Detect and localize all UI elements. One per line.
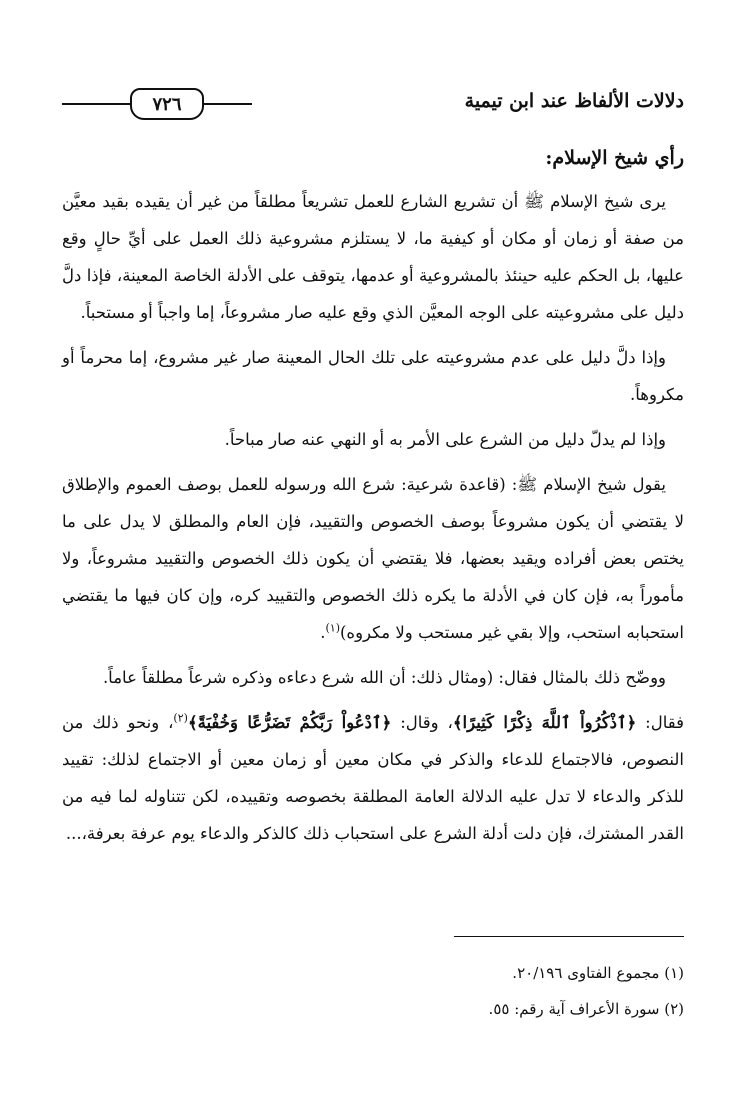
footnote-ref-2: (٢) (173, 711, 188, 725)
page-number: ٧٢٦ (130, 88, 204, 120)
paragraph-2: وإذا دلَّ دليل على عدم مشروعيته على تلك الحال المعينة صار غير مشروع، إما محرماً أو مكروهاً. (62, 348, 684, 404)
footnote-separator (454, 936, 684, 937)
paragraph-4-end: . (320, 623, 326, 642)
quran-verse-1: ﴿ٱذْكُرُواْ ٱللَّهَ ذِكْرًا كَثِيرًا﴾ (452, 713, 637, 732)
footnotes (62, 955, 684, 1027)
paragraph-5: ووضّح ذلك بالمثال فقال: (ومثال ذلك: أن الله شرع دعاءه وذكره شرعاً مطلقاً عاماً. (102, 668, 666, 687)
page-body (62, 140, 684, 860)
paragraph-3: وإذا لم يدلّ دليل من الشرع على الأمر به أو النهي عنه صار مباحاً. (224, 430, 666, 449)
footnote-1: (١) مجموع الفتاوى ٢٠/١٩٦. (512, 964, 684, 982)
paragraph-1: يرى شيخ الإسلام ﷺ أن تشريع الشارع للعمل تشريعاً مطلقاً من غير أن يقيده بقيد معيَّن من صفة أو زمان أو مكان أو كيفية ما، لا يستلزم مشروعية ذلك العمل على أيِّ حالٍ وقع عليها، بل الحكم عليه حينئذ بالمشروعية أو عدمها، يتوقف على الأدلة الخاصة المعينة، فإذا دلَّ دليل على مشروعيته على الوجه المعيَّن الذي وقع عليه صار مشروعاً، إما واجباً أو مستحباً. (62, 192, 684, 322)
header-rule-mid (214, 103, 252, 105)
paragraph-4-text: يقول شيخ الإسلام ﷺ: (قاعدة شرعية: شرع الله ورسوله للعمل بوصف العموم والإطلاق لا يقتضي أن يكون مشروعاً بوصف الخصوص والتقييد، فإن العام والمطلق لا يدل على ما يختص بعض أفراده ويقيد بعضها، فلا يقتضي أن يكون ذلك الخصوص والتقييد مشروعاً، ولا مأموراً به، فإن كان في الأدلة ما يكره ذلك الخصوص والتقييد كره، وإن كان فيها ما يقتضي استحبابه استحب، وإلا بقي غير مستحب ولا مكروه) (62, 475, 684, 642)
header-rule-left (62, 103, 120, 105)
paragraph-6-rest: ، ونحو ذلك من النصوص، فالاجتماع للدعاء والذكر في مكان معين أو زمان معين أو الاجتماع لذلك: تقييد للذكر والدعاء لا تدل عليه الدلالة العامة المطلقة بخصوصه وتقييده، لكن تتناوله لما فيه من القدر المشترك، فإن دلت أدلة الشرع على استحباب ذلك كالذكر والدعاء يوم عرفة بعرفة،... (62, 713, 684, 843)
paragraph-6 (62, 704, 684, 852)
book-title: دلالات الألفاظ عند ابن تيمية (464, 90, 684, 112)
paragraph-6-connector: ، وقال: (391, 713, 453, 732)
footnote-ref-1: (١) (325, 621, 340, 635)
paragraph-6-intro: فقال: (636, 713, 684, 732)
paragraph-4 (62, 466, 684, 651)
quran-verse-2: ﴿ٱدْعُواْ رَبَّكُمْ تَضَرُّعًا وَخُفْيَةً﴾ (187, 713, 392, 732)
page-header (62, 88, 684, 122)
footnote-2: (٢) سورة الأعراف آية رقم: ٥٥. (488, 1000, 684, 1018)
section-heading: رأي شيخ الإسلام: (545, 147, 684, 169)
